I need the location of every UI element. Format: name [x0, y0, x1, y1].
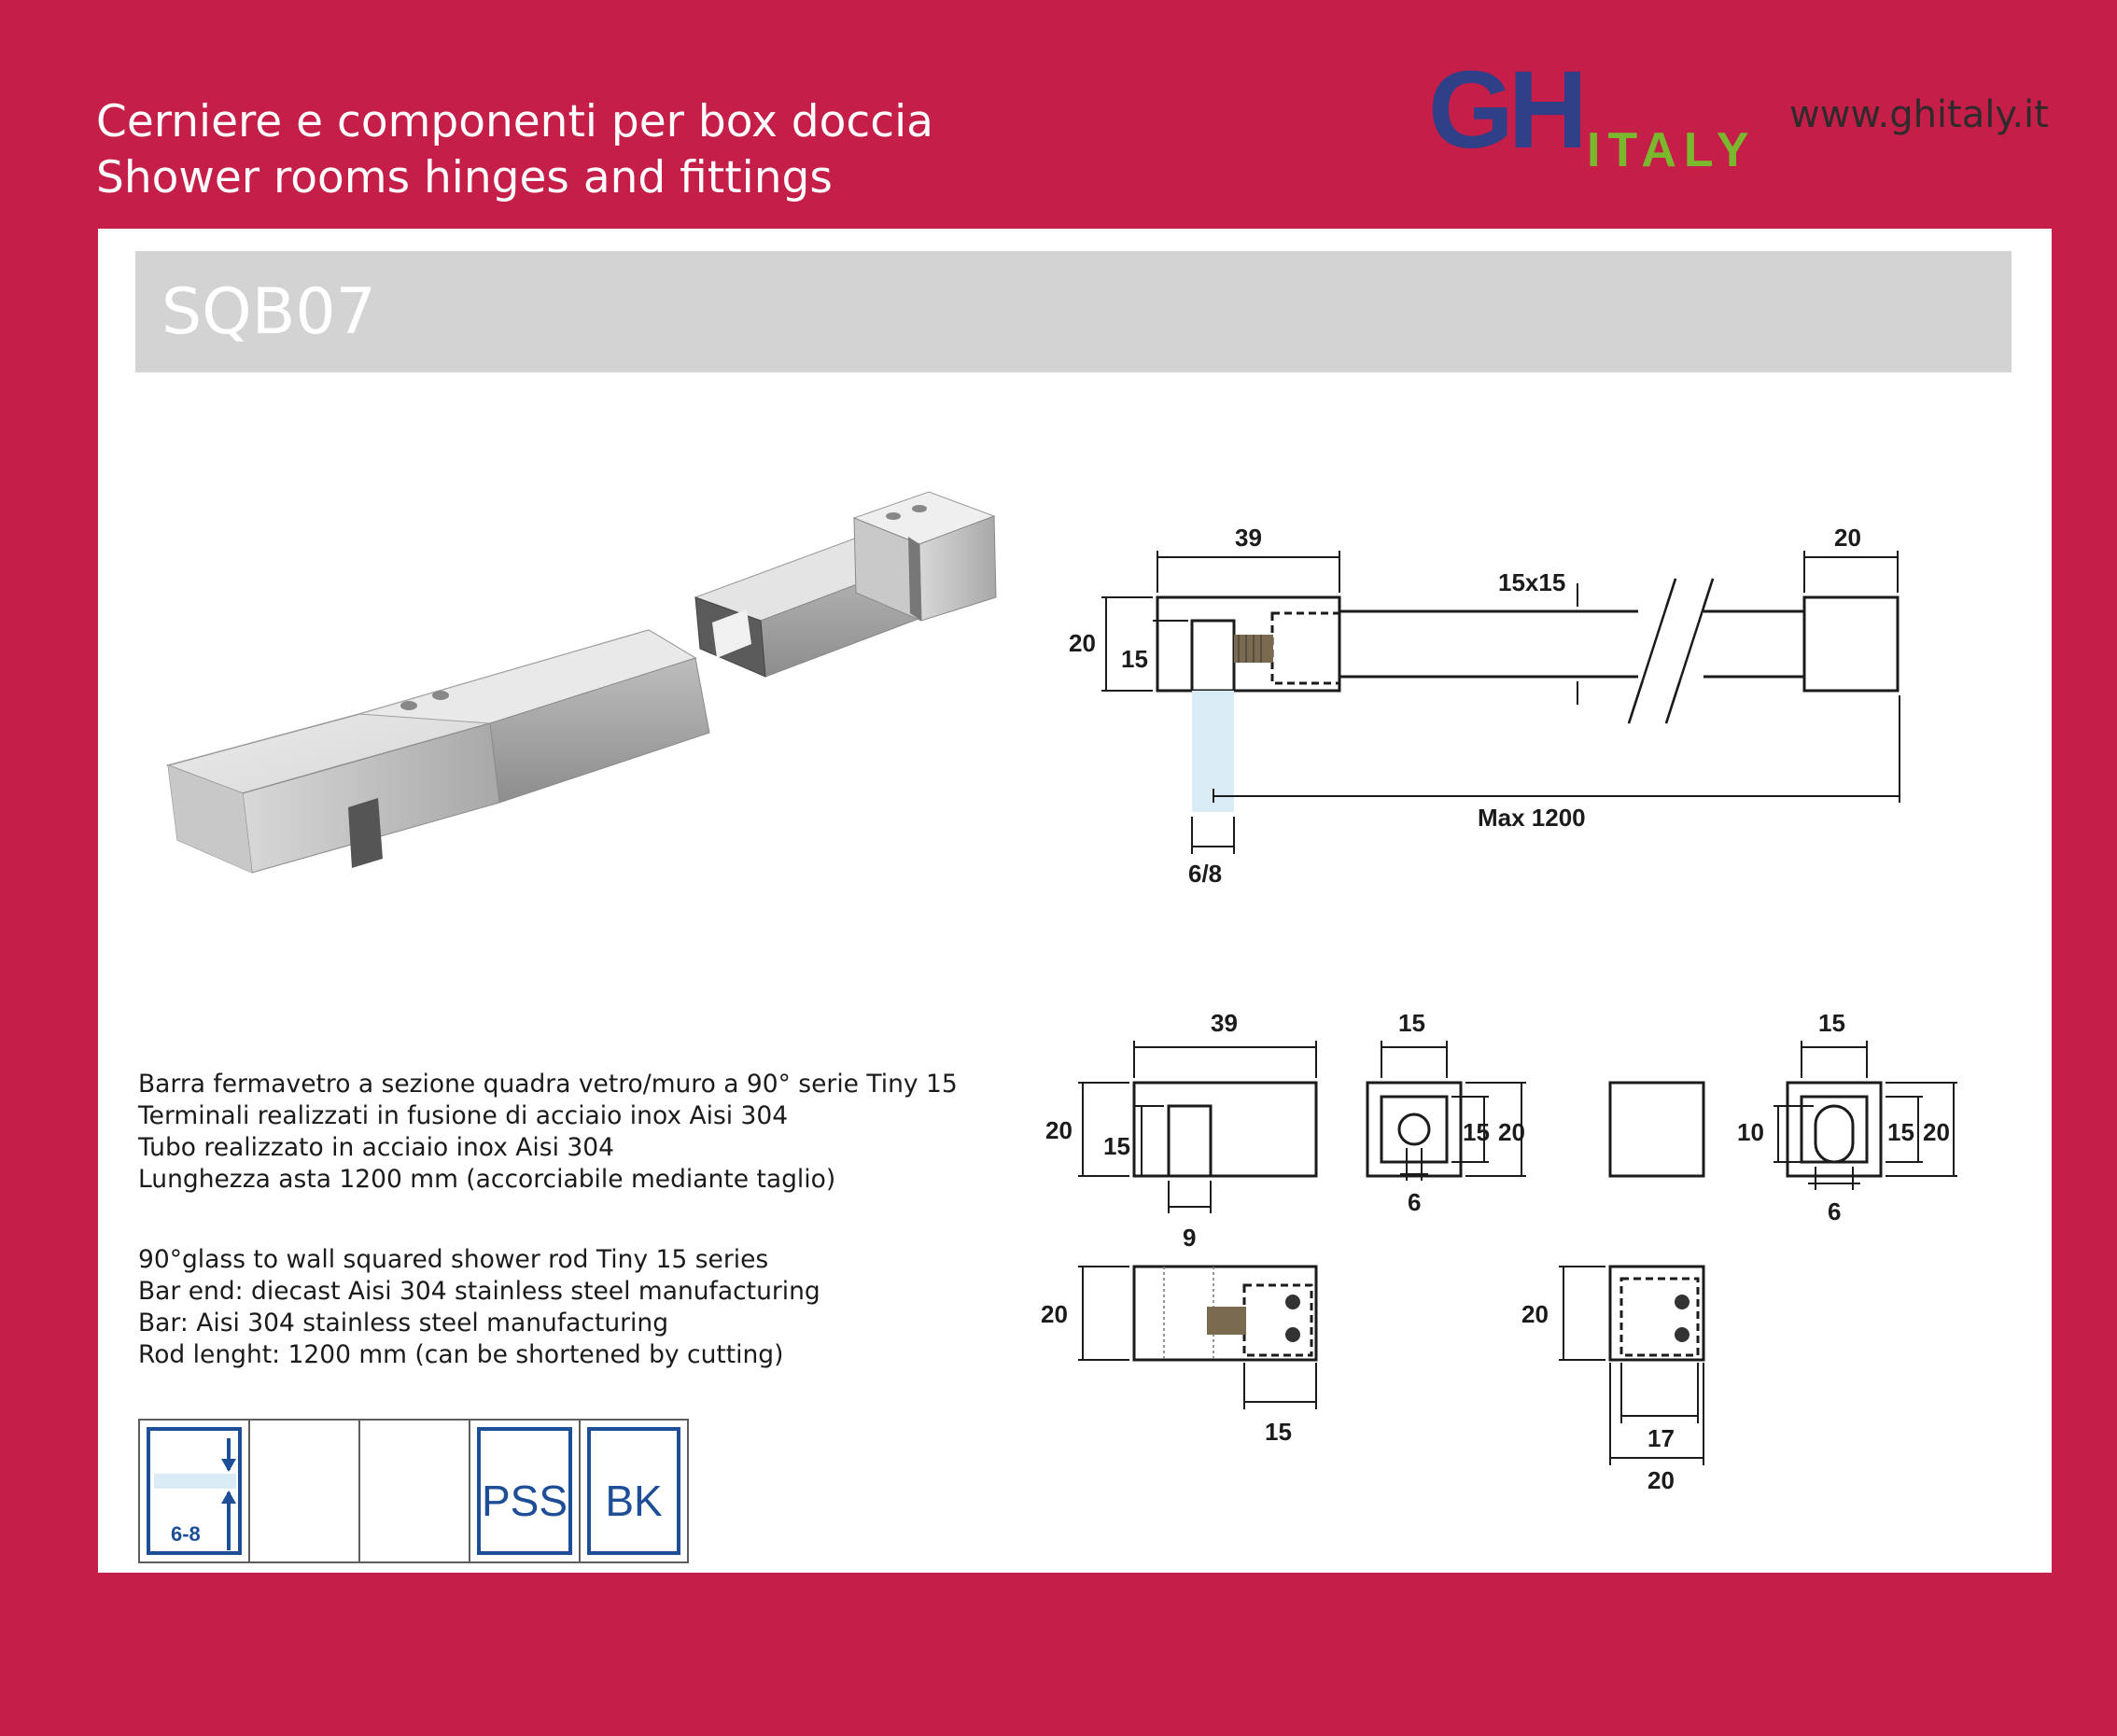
detail-wall-slot-w: 6: [1828, 1197, 1842, 1225]
finish-bk-cell: [579, 1419, 689, 1563]
detail-walltop-outer: 20: [1647, 1466, 1675, 1494]
description-line: Rod lenght: 1200 mm (can be shortened by cutting): [138, 1340, 784, 1369]
description-line: Bar: Aisi 304 stainless steel manufacturing: [138, 1309, 669, 1337]
description-line: Barra fermavetro a sezione quadra vetro/muro a 90° serie Tiny 15: [138, 1070, 958, 1099]
dim-glass: 6/8: [1188, 860, 1223, 888]
finish-pss-label: PSS: [481, 1477, 568, 1525]
description-italian: [138, 1069, 997, 1196]
empty-icon-cell: [358, 1419, 469, 1563]
empty-icon-cell: [248, 1419, 358, 1563]
product-code: SQB07: [161, 275, 376, 349]
glass-thickness-cell: [138, 1419, 248, 1563]
website-link[interactable]: www.ghitaly.it: [1789, 93, 2049, 136]
detail-side-outer: 20: [1498, 1118, 1525, 1146]
detail-top-height: 20: [1041, 1300, 1068, 1328]
dim-max-length: Max 1200: [1478, 804, 1586, 832]
detail-front-width: 39: [1211, 1009, 1238, 1037]
detail-drawings: [1003, 994, 2049, 1517]
product-render: [98, 443, 1031, 947]
dim-slot: 15: [1121, 645, 1148, 673]
detail-wall-inner: 15: [1818, 1009, 1845, 1037]
finish-pss-icon: [477, 1427, 572, 1555]
detail-wall-inner-v: 15: [1887, 1118, 1914, 1146]
description-line: Terminali realizzati in fusione di acciaio inox Aisi 304: [138, 1101, 789, 1130]
dim-end-length: 39: [1235, 524, 1262, 552]
detail-front-height: 20: [1045, 1116, 1073, 1144]
description-line: Lunghezza asta 1200 mm (accorciabile mediante taglio): [138, 1165, 836, 1194]
description-line: Tubo realizzato in acciaio inox Aisi 304: [138, 1133, 614, 1162]
detail-front-slot-w: 9: [1183, 1224, 1197, 1252]
detail-front-slot-h: 15: [1103, 1132, 1130, 1160]
logo-letters: GH: [1428, 54, 1582, 172]
detail-walltop-inner: 17: [1647, 1424, 1675, 1452]
description-english: [138, 1244, 997, 1371]
detail-walltop-height: 20: [1521, 1300, 1549, 1328]
detail-wall-outer: 20: [1923, 1118, 1950, 1146]
detail-wall-slot-h: 10: [1737, 1118, 1764, 1146]
header-title-en: Shower rooms hinges and fittings: [96, 152, 833, 203]
finish-pss-cell: [469, 1419, 579, 1563]
detail-side-hole: 6: [1408, 1188, 1422, 1216]
finish-bk-label: BK: [605, 1477, 663, 1525]
detail-top-depth: 15: [1265, 1418, 1292, 1446]
dim-height: 20: [1069, 629, 1096, 657]
description-line: 90°glass to wall squared shower rod Tiny 15 series: [138, 1245, 769, 1274]
detail-side-inner-v: 15: [1463, 1118, 1490, 1146]
dim-wall-end: 20: [1834, 524, 1861, 552]
assembly-drawing: [1031, 509, 2058, 929]
description-line: Bar end: diecast Aisi 304 stainless steel manufacturing: [138, 1277, 820, 1306]
feature-icons-row: [138, 1419, 691, 1563]
header-title-it: Cerniere e componenti per box doccia: [96, 96, 933, 147]
gh-italy-logo: [1428, 54, 1774, 175]
finish-bk-icon: [587, 1427, 680, 1555]
product-code-bar: [135, 251, 2012, 372]
logo-word: ITALY: [1587, 123, 1757, 175]
glass-thickness-icon: [147, 1427, 242, 1555]
dim-tube-section: 15x15: [1498, 568, 1566, 596]
glass-thickness-label: 6-8: [171, 1522, 201, 1546]
detail-side-inner: 15: [1398, 1009, 1425, 1037]
product-card: [98, 229, 2052, 1573]
